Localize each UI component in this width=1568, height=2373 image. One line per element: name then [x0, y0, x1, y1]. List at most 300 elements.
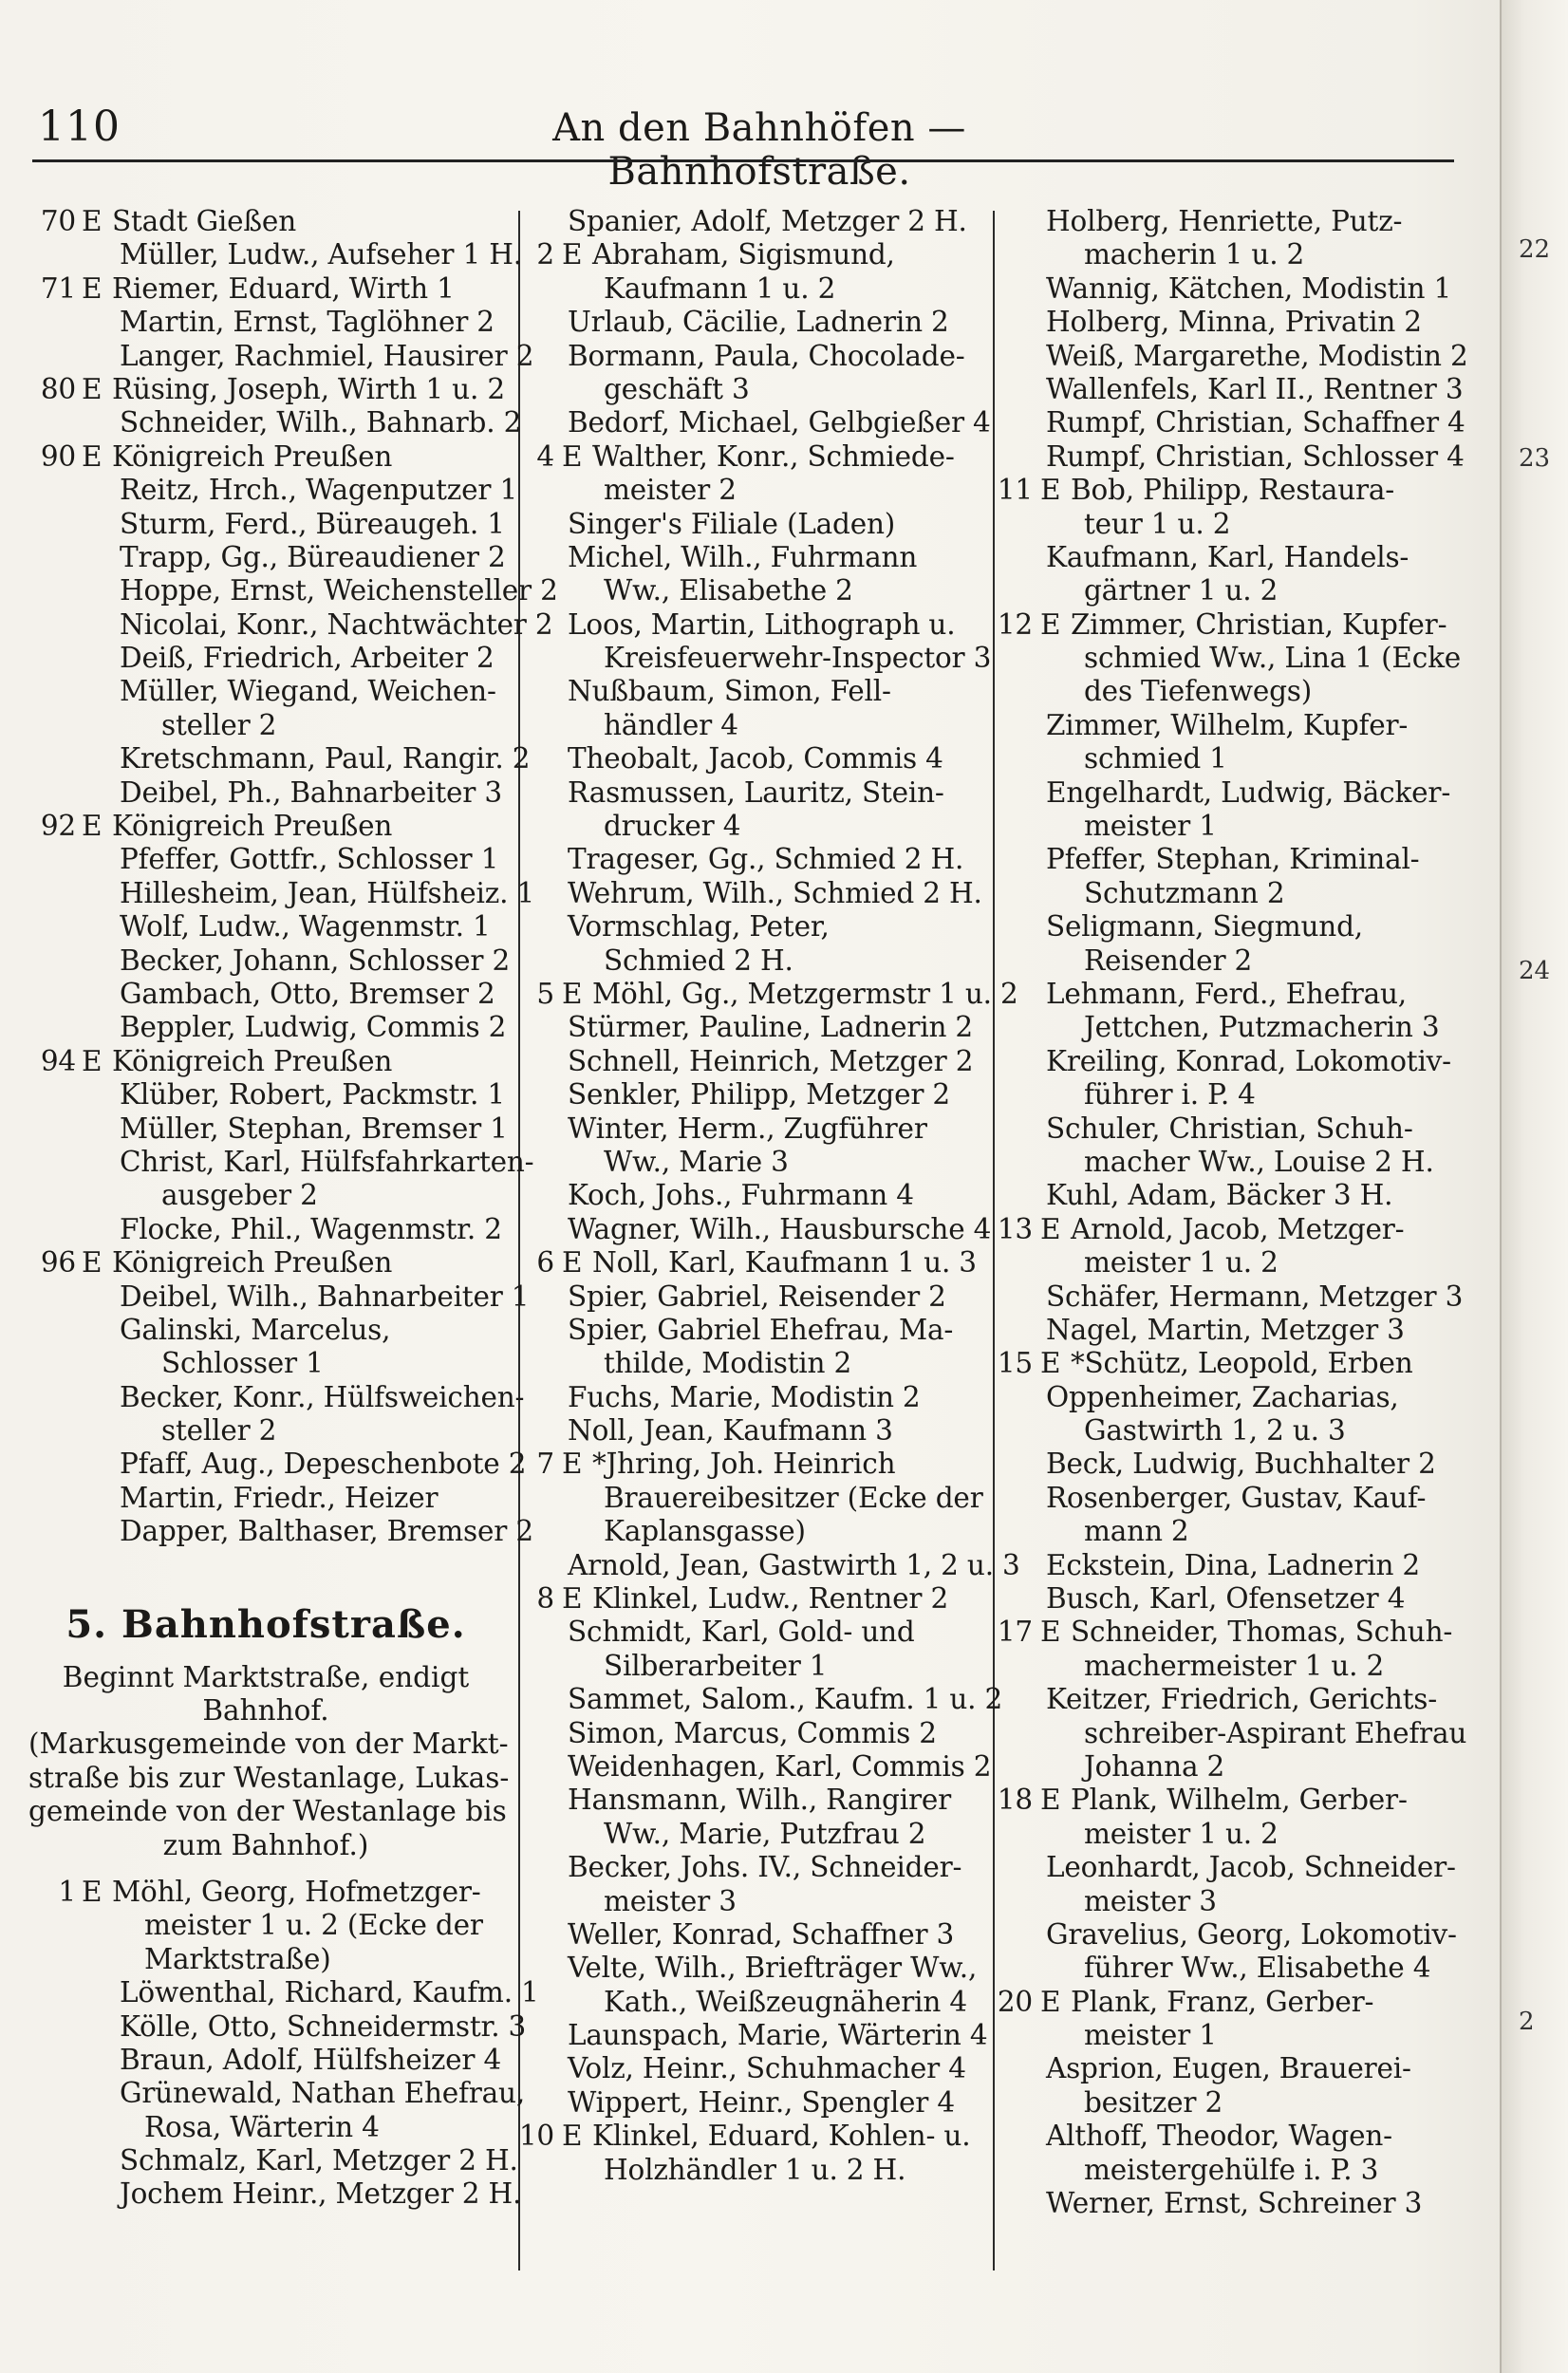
page-number: 110	[38, 103, 121, 151]
entry-text: Marktstraße)	[144, 1942, 331, 1975]
entry-text: Becker, Konr., Hülfsweichen-	[120, 1380, 525, 1413]
resident-entry	[28, 1414, 503, 1448]
resident-entry	[989, 910, 1473, 944]
entry-text: Stadt Gießen	[112, 205, 296, 237]
house-entry	[28, 1246, 503, 1280]
entry-text: Becker, Johs. IV., Schneider-	[568, 1851, 962, 1884]
owner-mark: E	[562, 1246, 583, 1280]
resident-entry	[989, 1918, 1473, 1952]
entry-text: Wippert, Heinr., Spengler 4	[568, 2085, 955, 2119]
entry-text: Reitz, Hrch., Wagenputzer 1	[120, 474, 518, 507]
entry-text: Rumpf, Christian, Schaffner 4	[1046, 406, 1465, 439]
resident-entry	[989, 340, 1473, 373]
edge-number: 23	[1519, 444, 1551, 473]
house-entry	[513, 1246, 987, 1280]
house-number: 96	[40, 1246, 76, 1280]
column-3-entries	[989, 205, 1473, 2220]
owner-mark: E	[1040, 1985, 1061, 2018]
owner-mark: E	[82, 205, 103, 237]
resident-entry	[28, 1011, 507, 1044]
entry-text: Königreich Preußen	[112, 810, 393, 843]
entry-text: Volz, Heinr., Schuhmacher 4	[568, 2052, 966, 2085]
house-number: 90	[40, 439, 76, 473]
resident-entry	[28, 2077, 526, 2110]
entry-text: thilde, Modistin 2	[604, 1347, 852, 1380]
entry-text: Ww., Elisabethe 2	[604, 574, 853, 607]
resident-entry	[513, 306, 987, 339]
resident-entry	[513, 1986, 987, 2019]
edge-number: 22	[1519, 235, 1551, 264]
entry-text: Möhl, Georg, Hofmetzger-	[112, 1875, 481, 1908]
entry-text: Kuhl, Adam, Bäcker 3 H.	[1046, 1179, 1393, 1212]
resident-entry	[989, 306, 1473, 339]
resident-entry	[989, 1750, 1473, 1784]
house-entry	[989, 1784, 1473, 1817]
house-number: 18	[997, 1784, 1033, 1817]
entry-text: Zimmer, Wilhelm, Kupfer-	[1046, 708, 1409, 741]
entry-text: Kaufmann 1 u. 2	[604, 271, 836, 305]
entry-text: Holzhändler 1 u. 2 H.	[604, 2153, 906, 2186]
entry-text: Schnell, Heinrich, Metzger 2	[568, 1044, 974, 1077]
resident-entry	[28, 1280, 530, 1314]
resident-entry	[513, 508, 987, 541]
resident-entry	[513, 1717, 987, 1750]
entry-text: Hillesheim, Jean, Hülfsheiz. 1	[120, 876, 535, 909]
entry-text: Kretschmann, Paul, Rangir. 2	[120, 742, 531, 775]
resident-entry	[513, 1784, 987, 1817]
entry-text: Launspach, Marie, Wärterin 4	[568, 2019, 988, 2052]
house-entry	[513, 2120, 987, 2153]
resident-entry	[28, 1078, 503, 1112]
entry-text: Brauereibesitzer (Ecke der	[604, 1481, 983, 1514]
house-entry	[989, 1213, 1473, 1246]
resident-entry	[28, 2111, 503, 2144]
resident-entry	[28, 1515, 533, 1548]
section-intro-line: Beginnt Marktstraße, endigt	[62, 1660, 470, 1693]
entry-text: Noll, Jean, Kaufmann 3	[568, 1414, 893, 1448]
resident-entry	[28, 306, 503, 339]
entry-text: schmied 1	[1084, 742, 1227, 775]
entry-text: Beppler, Ludwig, Commis 2	[120, 1011, 507, 1044]
resident-entry	[28, 843, 503, 876]
entry-text: Jochem Heinr., Metzger 2 H.	[120, 2177, 522, 2211]
resident-entry	[989, 2187, 1473, 2220]
resident-entry	[513, 1548, 1020, 1582]
resident-entry	[513, 1078, 987, 1112]
column-1-entries	[28, 205, 558, 1549]
entry-text: Arnold, Jacob, Metzger-	[1071, 1212, 1405, 1245]
resident-entry	[989, 1482, 1473, 1515]
resident-entry	[513, 709, 987, 742]
entry-text: Pfaff, Aug., Depeschenbote 2	[120, 1448, 527, 1481]
entry-text: Weidenhagen, Karl, Commis 2	[568, 1749, 992, 1783]
entry-text: Königreich Preußen	[112, 1246, 393, 1280]
resident-entry	[513, 1515, 987, 1548]
entry-text: Klüber, Robert, Packmstr. 1	[120, 1078, 505, 1112]
resident-entry	[513, 1749, 992, 1784]
resident-entry	[989, 541, 1473, 574]
resident-entry	[28, 2044, 503, 2077]
owner-mark: E	[562, 2120, 583, 2153]
entry-text: Hoppe, Ernst, Weichensteller 2	[120, 574, 558, 607]
entry-text: Gastwirth 1, 2 u. 3	[1084, 1414, 1346, 1448]
resident-entry	[989, 978, 1473, 1011]
owner-mark: E	[562, 439, 583, 473]
resident-entry	[513, 1683, 1003, 1716]
resident-entry	[513, 574, 987, 607]
entry-text: Werner, Ernst, Schreiner 3	[1046, 2187, 1423, 2220]
resident-entry	[513, 1381, 987, 1414]
entry-text: Schuler, Christian, Schuh-	[1046, 1112, 1413, 1145]
owner-mark: E	[1040, 1212, 1061, 1245]
resident-entry	[28, 508, 503, 541]
resident-entry	[989, 1851, 1473, 1884]
entry-text: Kath., Weißzeugnäherin 4	[604, 1985, 967, 2018]
entry-text: Arnold, Jean, Gastwirth 1, 2 u. 3	[568, 1548, 1020, 1581]
section-gap	[28, 1862, 503, 1876]
entry-text: Walther, Konr., Schmiede-	[592, 439, 955, 473]
house-entry	[989, 474, 1473, 507]
house-number: 92	[40, 810, 76, 843]
resident-entry	[513, 474, 987, 507]
entry-text: führer i. P. 4	[1084, 1078, 1256, 1112]
resident-entry	[28, 406, 522, 439]
resident-entry	[513, 1179, 987, 1212]
entry-text: meister 1	[1084, 810, 1217, 843]
resident-entry	[513, 2019, 987, 2052]
entry-text: *Schütz, Leopold, Erben	[1071, 1347, 1413, 1380]
entry-text: Schmied 2 H.	[604, 944, 793, 977]
resident-entry	[989, 1515, 1473, 1548]
resident-entry	[28, 1145, 534, 1179]
entry-text: Fuchs, Marie, Modistin 2	[568, 1380, 921, 1413]
resident-entry	[989, 776, 1473, 810]
resident-entry	[989, 1381, 1473, 1414]
entry-text: Schutzmann 2	[1084, 876, 1285, 909]
resident-entry	[28, 709, 503, 742]
entry-text: meister 1 u. 2 (Ecke der	[144, 1909, 483, 1942]
entry-text: schreiber-Aspirant Ehefrau	[1084, 1716, 1467, 1749]
resident-entry	[513, 406, 991, 439]
resident-entry	[989, 2019, 1473, 2052]
entry-text: Lehmann, Ferd., Ehefrau,	[1046, 977, 1407, 1010]
resident-entry	[28, 642, 503, 675]
resident-entry	[28, 1179, 503, 1212]
entry-text: führer Ww., Elisabethe 4	[1084, 1952, 1431, 1985]
resident-entry	[513, 1851, 987, 1884]
resident-entry	[513, 541, 987, 574]
resident-entry	[513, 1112, 987, 1146]
resident-entry	[989, 2086, 1473, 2120]
header-rule	[32, 159, 1454, 162]
owner-mark: E	[82, 1875, 103, 1908]
entry-text: Müller, Stephan, Bremser 1	[120, 1112, 508, 1145]
resident-entry	[989, 1146, 1473, 1179]
section-intro-line: gemeinde von der Westanlage bis	[28, 1795, 507, 1828]
house-number: 10	[518, 2120, 554, 2153]
resident-entry	[513, 944, 987, 978]
entry-text: macher Ww., Louise 2 H.	[1084, 1145, 1434, 1178]
entry-text: Reisender 2	[1084, 944, 1253, 977]
column-3	[989, 205, 1473, 2350]
entry-text: Holberg, Minna, Privatin 2	[1046, 306, 1422, 339]
entry-text: Flocke, Phil., Wagenmstr. 2	[120, 1212, 502, 1245]
entry-text: Gravelius, Georg, Lokomotiv-	[1046, 1917, 1457, 1951]
entry-text: Schneider, Wilh., Bahnarb. 2	[120, 406, 522, 439]
owner-mark: E	[1040, 1784, 1061, 1817]
house-number: 1	[58, 1875, 76, 1908]
resident-entry	[989, 709, 1473, 742]
entry-text: Martin, Friedr., Heizer	[120, 1481, 439, 1514]
entry-text: Seligmann, Siegmund,	[1046, 910, 1363, 944]
owner-mark: E	[562, 977, 583, 1010]
resident-entry	[513, 675, 987, 708]
resident-entry	[513, 1952, 987, 1985]
resident-entry	[28, 910, 503, 944]
resident-entry	[513, 1314, 987, 1347]
entry-text: Nußbaum, Simon, Fell-	[568, 675, 891, 708]
house-number: 12	[997, 607, 1033, 641]
resident-entry	[513, 843, 987, 876]
entry-text: Leonhardt, Jacob, Schneider-	[1046, 1851, 1456, 1884]
owner-mark: E	[1040, 1347, 1061, 1380]
entry-text: meister 2	[604, 474, 737, 507]
house-number: 17	[997, 1616, 1033, 1649]
resident-entry	[513, 1414, 987, 1448]
entry-text: Müller, Ludw., Aufseher 1 H.	[120, 238, 522, 271]
entry-text: meister 1 u. 2	[1084, 1246, 1279, 1280]
entry-text: besitzer 2	[1084, 2085, 1223, 2119]
resident-entry	[28, 1909, 503, 1942]
resident-entry	[28, 1112, 508, 1146]
entry-text: Stürmer, Pauline, Ladnerin 2	[568, 1011, 974, 1044]
entry-text: teur 1 u. 2	[1084, 507, 1231, 540]
entry-text: Noll, Karl, Kaufmann 1 u. 3	[592, 1246, 977, 1280]
entry-text: Plank, Wilhelm, Gerber-	[1071, 1784, 1408, 1817]
resident-entry	[989, 742, 1473, 775]
house-number: 7	[536, 1448, 554, 1481]
section-intro-line: (Markusgemeinde von der Markt-	[28, 1728, 509, 1761]
resident-entry	[989, 1246, 1473, 1280]
resident-entry	[28, 238, 522, 271]
entry-text: Schäfer, Hermann, Metzger 3	[1046, 1280, 1464, 1313]
entry-text: Oppenheimer, Zacharias,	[1046, 1380, 1399, 1413]
entry-text: Langer, Rachmiel, Hausirer 2	[120, 339, 534, 372]
owner-mark: E	[562, 1582, 583, 1616]
resident-entry	[989, 1683, 1473, 1716]
entry-text: Koch, Johs., Fuhrmann 4	[568, 1179, 914, 1212]
entry-text: Keitzer, Friedrich, Gerichts-	[1046, 1683, 1438, 1716]
house-entry	[28, 1045, 503, 1078]
entry-text: Singer's Filiale (Laden)	[568, 507, 896, 540]
entry-text: *Jhring, Joh. Heinrich	[592, 1448, 896, 1481]
resident-entry	[513, 1212, 992, 1246]
entry-text: Trageser, Gg., Schmied 2 H.	[568, 843, 964, 876]
house-entry	[513, 440, 987, 474]
resident-entry	[989, 944, 1473, 978]
entry-text: Löwenthal, Richard, Kaufm. 1	[120, 1976, 539, 2009]
resident-entry	[28, 339, 534, 373]
owner-mark: E	[82, 810, 103, 843]
entry-text: Königreich Preußen	[112, 439, 393, 473]
resident-entry	[513, 2154, 987, 2187]
house-entry	[28, 810, 503, 843]
owner-mark: E	[562, 1448, 583, 1481]
house-entry	[989, 1347, 1473, 1380]
resident-entry	[989, 2120, 1473, 2153]
resident-entry	[989, 272, 1473, 306]
resident-entry	[989, 1011, 1473, 1044]
entry-text: Engelhardt, Ludwig, Bäcker-	[1046, 775, 1451, 809]
resident-entry	[989, 205, 1473, 238]
resident-entry	[513, 642, 992, 675]
resident-entry	[513, 1818, 987, 1851]
house-entry	[28, 205, 503, 238]
resident-entry	[989, 2154, 1473, 2187]
entry-text: Theobalt, Jacob, Commis 4	[568, 742, 943, 775]
resident-entry	[28, 1314, 503, 1347]
entry-text: Bob, Philipp, Restaura-	[1071, 474, 1395, 507]
resident-entry	[989, 1717, 1473, 1750]
entry-text: Michel, Wilh., Fuhrmann	[568, 540, 918, 573]
entry-text: Kreiling, Konrad, Lokomotiv-	[1046, 1044, 1451, 1077]
entry-text: Schmalz, Karl, Metzger 2 H.	[120, 2144, 518, 2177]
house-number: 20	[997, 1985, 1033, 2018]
entry-text: Hansmann, Wilh., Rangirer	[568, 1784, 952, 1817]
resident-entry	[989, 1414, 1473, 1448]
resident-entry	[989, 1582, 1473, 1616]
owner-mark: E	[82, 372, 103, 405]
entry-text: Kaufmann, Karl, Handels-	[1046, 540, 1409, 573]
entry-text: mann 2	[1084, 1515, 1189, 1548]
entry-text: Wagner, Wilh., Hausbursche 4	[568, 1212, 992, 1245]
house-entry	[513, 238, 987, 271]
entry-text: Martin, Ernst, Taglöhner 2	[120, 306, 495, 339]
resident-entry	[513, 1885, 987, 1918]
house-entry	[989, 1616, 1473, 1649]
entry-text: Nagel, Martin, Metzger 3	[1046, 1313, 1405, 1346]
house-entry	[28, 440, 503, 474]
resident-entry	[28, 776, 503, 810]
entry-text: Trapp, Gg., Büreaudiener 2	[120, 540, 506, 573]
resident-entry	[28, 978, 503, 1011]
resident-entry	[513, 608, 987, 642]
house-number: 8	[536, 1582, 554, 1616]
entry-text: Rumpf, Christian, Schlosser 4	[1046, 439, 1465, 473]
house-entry	[513, 1448, 987, 1481]
house-entry	[513, 977, 1018, 1011]
house-entry	[989, 1986, 1473, 2019]
resident-entry	[28, 1976, 539, 2009]
resident-entry	[513, 877, 987, 910]
resident-entry	[513, 742, 987, 775]
entry-text: Spier, Gabriel Ehefrau, Ma-	[568, 1313, 954, 1346]
entry-text: Bedorf, Michael, Gelbgießer 4	[568, 406, 991, 439]
entry-text: meister 3	[604, 1884, 737, 1917]
resident-entry	[28, 1213, 503, 1246]
resident-entry	[989, 810, 1473, 843]
resident-entry	[513, 810, 987, 843]
resident-entry	[989, 508, 1473, 541]
entry-text: Kreisfeuerwehr-Inspector 3	[604, 642, 992, 675]
resident-entry	[28, 1448, 527, 1481]
entry-text: Senkler, Philipp, Metzger 2	[568, 1078, 950, 1112]
entry-text: Deiß, Friedrich, Arbeiter 2	[120, 642, 495, 675]
entry-text: Schmidt, Karl, Gold- und	[568, 1616, 915, 1649]
resident-entry	[989, 1885, 1473, 1918]
resident-entry	[989, 1112, 1473, 1146]
resident-entry	[989, 1045, 1473, 1078]
entry-text: Rüsing, Joseph, Wirth 1 u. 2	[112, 372, 505, 405]
entry-text: steller 2	[161, 1414, 277, 1448]
entry-text: Winter, Herm., Zugführer	[568, 1112, 927, 1145]
resident-entry	[989, 1179, 1473, 1212]
entry-text: Beck, Ludwig, Buchhalter 2	[1046, 1448, 1436, 1481]
resident-entry	[989, 877, 1473, 910]
resident-entry	[989, 406, 1473, 439]
house-entry	[513, 1582, 987, 1616]
owner-mark: E	[562, 238, 583, 271]
entry-text: meistergehülfe i. P. 3	[1084, 2153, 1379, 2186]
entry-text: Kölle, Otto, Schneidermstr. 3	[120, 2009, 527, 2043]
entry-text: geschäft 3	[604, 372, 750, 405]
resident-entry	[989, 1818, 1473, 1851]
edge-number: 24	[1519, 957, 1551, 985]
section-spacer	[28, 1549, 503, 1589]
resident-entry	[513, 1650, 987, 1683]
entry-text: Ww., Marie 3	[604, 1145, 789, 1178]
entry-text: Wolf, Ludw., Wagenmstr. 1	[120, 910, 491, 944]
entry-text: Schlosser 1	[161, 1347, 324, 1380]
entry-text: Rosenberger, Gustav, Kauf-	[1046, 1481, 1427, 1514]
running-title: An den Bahnhöfen — Bahnhofstraße.	[552, 106, 966, 194]
entry-text: Spier, Gabriel, Reisender 2	[568, 1280, 946, 1313]
entry-text: Weller, Konrad, Schaffner 3	[568, 1917, 955, 1951]
entry-text: meister 1 u. 2	[1084, 1817, 1279, 1850]
owner-mark: E	[1040, 1616, 1061, 1649]
entry-text: Wannig, Kätchen, Modistin 1	[1046, 271, 1452, 305]
entry-text: machermeister 1 u. 2	[1084, 1649, 1385, 1682]
resident-entry	[28, 2177, 522, 2211]
resident-entry	[28, 2009, 527, 2044]
resident-entry	[28, 574, 558, 607]
entry-text: Pfeffer, Stephan, Kriminal-	[1046, 843, 1420, 876]
entry-text: Rasmussen, Lauritz, Stein-	[568, 775, 944, 809]
entry-text: Müller, Wiegand, Weichen-	[120, 675, 496, 708]
resident-entry	[989, 1448, 1473, 1481]
house-number: 6	[536, 1246, 554, 1280]
resident-entry	[513, 1146, 987, 1179]
house-number: 5	[536, 977, 554, 1010]
entry-text: Asprion, Eugen, Brauerei-	[1046, 2052, 1411, 2085]
resident-entry	[28, 1482, 503, 1515]
resident-entry	[989, 238, 1473, 271]
resident-entry	[989, 440, 1473, 474]
resident-entry	[28, 540, 506, 574]
entry-text: Sammet, Salom., Kaufm. 1 u. 2	[568, 1683, 1003, 1716]
resident-entry	[989, 2052, 1473, 2085]
entry-text: Grünewald, Nathan Ehefrau,	[120, 2077, 526, 2110]
entry-text: meister 1	[1084, 2019, 1217, 2052]
resident-entry	[513, 1482, 987, 1515]
entry-text: Plank, Franz, Gerber-	[1071, 1985, 1374, 2018]
resident-entry	[989, 1549, 1473, 1582]
entry-text: Klinkel, Ludw., Rentner 2	[592, 1582, 949, 1616]
entry-text: Nicolai, Konr., Nachtwächter 2	[120, 607, 553, 641]
entry-text: Dapper, Balthaser, Bremser 2	[120, 1515, 533, 1548]
resident-entry	[989, 1314, 1473, 1347]
house-entry	[989, 608, 1473, 642]
